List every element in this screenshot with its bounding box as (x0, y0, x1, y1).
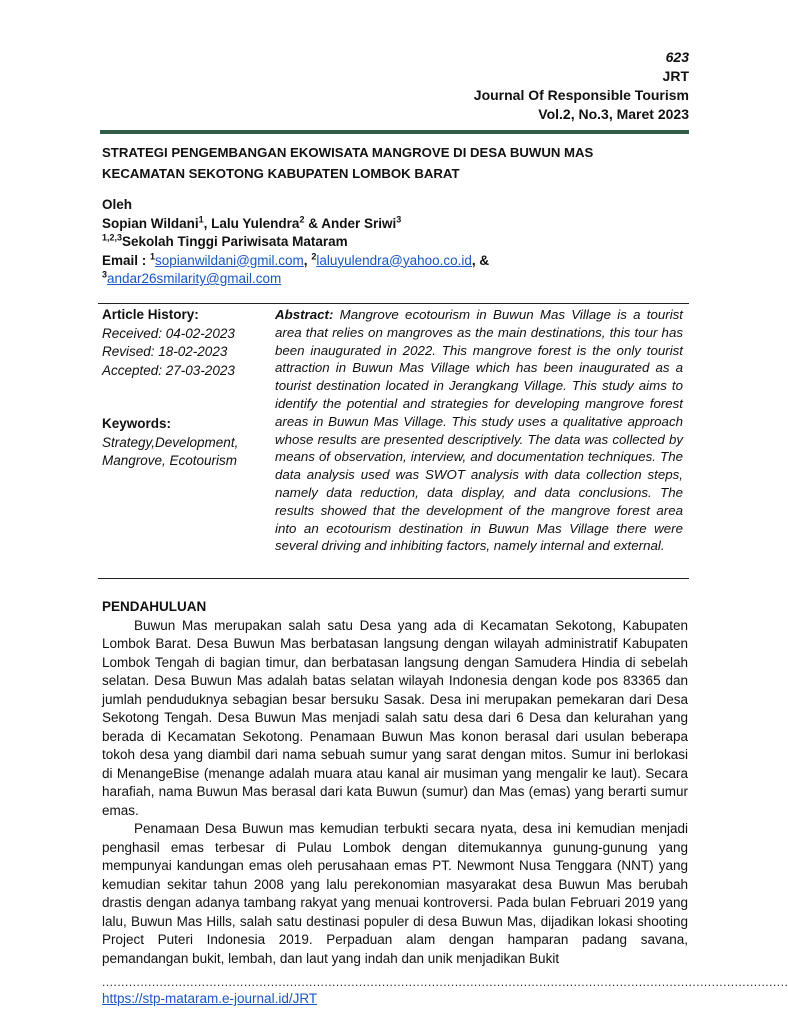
title-divider (100, 130, 689, 134)
keywords-line-2: Mangrove, Ecotourism (102, 453, 238, 468)
author-block (102, 196, 687, 289)
meta-bottom-divider (98, 578, 689, 579)
email-line: Email : $^1$sopianwildani@gmil.com, $^2$laluyulendra@yahoo.co.id, & (102, 251, 490, 268)
title-line-1: STRATEGI PENGEMBANGAN EKOWISATA MANGROVE DI DESA BUWUN MAS (102, 145, 594, 160)
accepted-date: Accepted: 27-03-2023 (102, 362, 235, 378)
body-text (102, 598, 688, 968)
keywords-line-1: Strategy,Development, (102, 434, 239, 450)
journal-url-link[interactable]: https://stp-mataram.e-journal.id/JRT (102, 991, 318, 1006)
author-1-sup: 1 (198, 214, 204, 224)
affiliation-name: Sekolah Tinggi Pariwisata Mataram (122, 234, 348, 249)
author-3-sup: 3 (396, 214, 402, 224)
author-names (102, 215, 687, 234)
meta-top-divider (98, 303, 689, 304)
email-label: Email : (102, 252, 151, 268)
email-and: , & (471, 252, 490, 268)
author-1: Sopian Wildani (102, 215, 199, 231)
author-3: & Ander Sriwi (304, 215, 397, 231)
abstract (275, 306, 683, 555)
email-2-sup: 2 (311, 251, 317, 261)
abstract-text: Mangrove ecotourism in Buwun Mas Village is a tourist area that relies on mangroves as the main destinations, this tour has been inaugurated in 2022. This mangrove forest is the only tourist attraction in Buwun Mas Village which has been inaugurated as a tourist destination located in Jerangkang Village. This study aims to identify the potential and strategies for developing mangrove forest areas in Buwun Mas Village. This study uses a qualitative approach whose results are presented descriptively. The data was collected by means of observation, interview, and documentation techniques. The data analysis used was SWOT analysis with data collection steps, namely data reduction, data display, and data conclusions. The results showed that the development of the mangrove forest area into an ecotourism destination in Buwun Mas Village there were several driving and inhibiting factors, namely internal and external. (275, 307, 683, 554)
abstract-label: Abstract: (275, 307, 334, 322)
keywords-block (102, 415, 262, 471)
email-3-sup: 3 (102, 269, 108, 280)
author-2-sup: 2 (299, 214, 305, 224)
revised-date: Revised: 18-02-2023 (102, 344, 228, 359)
article-history (102, 306, 262, 380)
email-1-sup: 1 (150, 251, 156, 261)
history-label: Article History: (102, 307, 199, 322)
affiliation (102, 233, 687, 252)
keywords-label: Keywords: (102, 416, 172, 431)
by-label: Oleh (102, 197, 133, 212)
title-line-2: KECAMATAN SEKOTONG KABUPATEN LOMBOK BARAT (102, 166, 460, 181)
journal-name: Journal Of Responsible Tourism (473, 87, 689, 103)
email-1-link[interactable]: sopianwildani@gmil.com (155, 252, 304, 268)
section-heading: PENDAHULUAN (102, 599, 207, 614)
journal-volume: Vol.2, No.3, Maret 2023 (538, 106, 689, 122)
paragraph-1: Buwun Mas merupakan salah satu Desa yang ada di Kecamatan Sekotong, Kabupaten Lombok Barat. Desa Buwun Mas berbatasan langsung dengan wilayah administratif Kabupaten Lombok Tengah di bagian timur, dan berbatasan langsung dengan Samudera Hindia di sebelah selatan. Desa Buwun Mas adalah batas selatan wilayah Indonesia dengan kode pos 83365 dan jumlah penduduknya sebagian besar bersuku Sasak. Desa ini merupakan pemekaran dari Desa Sekotong Tengah. Desa Buwun Mas menjadi salah satu desa dari 6 Desa dan kelurahan yang berada di Kecamatan Sekotong. Penamaan Buwun Mas konon berasal dari usulan beberapa tokoh desa yang diambil dari nama sebuah sumur yang sarat dengan mitos. Sumur ini berlokasi di MenangeBise (menange adalah muara atau kanal air musiman yang mengalir ke laut). Secara harafiah, nama Buwun Mas berasal dari kata Buwun (sumur) dan Mas (emas) yang berarti sumur emas. (102, 617, 688, 818)
journal-abbreviation: JRT (662, 68, 689, 84)
footer-dotted-rule: ................................................................................................................................................................................... (102, 975, 788, 989)
received-date: Received: 04-02-2023 (102, 325, 235, 341)
author-2: , Lalu Yulendra (203, 215, 300, 231)
email-3-link[interactable]: andar26smilarity@gmail.com (107, 271, 282, 286)
journal-header (474, 48, 689, 124)
affiliation-sup: 1,2,3 (102, 232, 123, 243)
paragraph-2: Penamaan Desa Buwun mas kemudian terbukti secara nyata, desa ini kemudian menjadi penghasil emas terbesar di Pulau Lombok dengan ditemukannya gunung-gunung yang mempunyai kandungan emas oleh perusahaan emas PT. Newmont Nusa Tenggara (NNT) yang kemudian sekitar tahun 2008 yang lalu perekonomian masyarakat desa Buwun Mas berubah drastis dengan adanya tambang rakyat yang menuai kontroversi. Pada bulan Februari 2019 yang lalu, Buwun Mas Hills, salah satu destinasi populer di desa Buwun Mas, dijadikan lokasi shooting Project Puteri Indonesia 2019. Perpaduan alam dengan hamparan padang savana, pemandangan bukit, lembah, dan laut yang indah dan unik menjadikan Bukit (102, 821, 688, 966)
page-number: 623 (665, 49, 689, 65)
email-line-2 (102, 270, 687, 289)
paper-title (102, 142, 687, 184)
email-2-link[interactable]: laluyulendra@yahoo.co.id (316, 252, 472, 268)
